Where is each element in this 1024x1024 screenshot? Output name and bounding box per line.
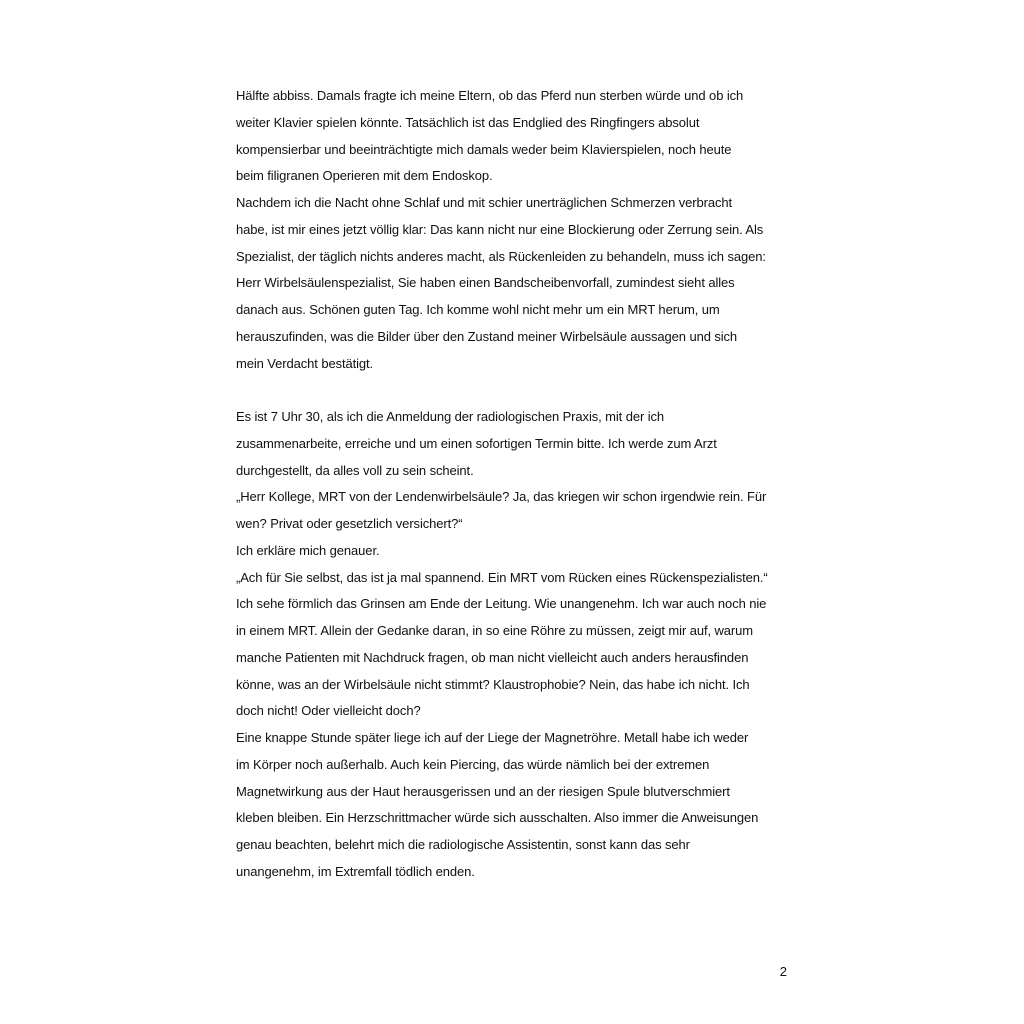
text-line: beim filigranen Operieren mit dem Endoskop. <box>236 168 493 184</box>
text-line: kleben bleiben. Ein Herzschrittmacher würde sich ausschalten. Also immer die Anweisungen <box>236 810 759 826</box>
text-line: unangenehm, im Extremfall tödlich enden. <box>236 863 475 879</box>
text-line: danach aus. Schönen guten Tag. Ich komme wohl nicht mehr um ein MRT herum, um <box>236 302 720 317</box>
text-line: „Herr Kollege, MRT von der Lendenwirbelsäule? Ja, das kriegen wir schon irgendwie rein. Für <box>236 489 767 505</box>
text-line: „Ach für Sie selbst, das ist ja mal spannend. Ein MRT vom Rücken eines Rückenspezialisten.“ <box>236 569 768 585</box>
text-line: zusammenarbeite, erreiche und um einen sofortigen Termin bitte. Ich werde zum Arzt <box>236 435 717 451</box>
text-line: manche Patienten mit Nachdruck fragen, ob man nicht vielleicht auch anders herausfinden <box>236 649 749 665</box>
text-line: Hälfte abbiss. Damals fragte ich meine Eltern, ob das Pferd nun sterben würde und ob ich <box>236 88 744 103</box>
text-line: durchgestellt, da alles voll zu sein scheint. <box>236 462 474 478</box>
body-text <box>236 83 796 886</box>
text-line: herauszufinden, was die Bilder über den Zustand meiner Wirbelsäule aussagen und sich <box>236 328 738 344</box>
text-line: Herr Wirbelsäulenspezialist, Sie haben einen Bandscheibenvorfall, zumindest sieht alles <box>236 275 735 291</box>
text-line: Es ist 7 Uhr 30, als ich die Anmeldung der radiologischen Praxis, mit der ich <box>236 409 665 424</box>
text-line: Magnetwirkung aus der Haut herausgerissen und an der riesigen Spule blutverschmiert <box>236 783 730 799</box>
page-number: 2 <box>779 964 787 979</box>
text-line: genau beachten, belehrt mich die radiologische Assistentin, sonst kann das sehr <box>236 837 690 852</box>
text-line: könne, was an der Wirbelsäule nicht stimmt? Klaustrophobie? Nein, das habe ich nicht. Ich <box>236 676 750 692</box>
text-line: kompensierbar und beeinträchtigte mich damals weder beim Klavierspielen, noch heute <box>236 141 732 157</box>
text-line: doch nicht! Oder vielleicht doch? <box>236 703 421 719</box>
text-line: im Körper noch außerhalb. Auch kein Piercing, das würde nämlich bei der extremen <box>236 756 710 772</box>
text-line: Eine knappe Stunde später liege ich auf der Liege der Magnetröhre. Metall habe ich weder <box>236 730 749 745</box>
text-line: wen? Privat oder gesetzlich versichert?“ <box>236 516 463 531</box>
text-line: Spezialist, der täglich nichts anderes macht, als Rückenleiden zu behandeln, muss ich sagen: <box>236 248 766 264</box>
text-line: weiter Klavier spielen könnte. Tatsächlich ist das Endglied des Ringfingers absolut <box>236 114 700 130</box>
paragraph-gap <box>236 377 796 404</box>
text-line: Ich erkläre mich genauer. <box>236 542 380 558</box>
text-line: in einem MRT. Allein der Gedanke daran, in so eine Röhre zu müssen, zeigt mir auf, warum <box>236 623 753 638</box>
text-line: habe, ist mir eines jetzt völlig klar: Das kann nicht nur eine Blockierung oder Zerrung sein. Als <box>236 221 764 237</box>
text-line: Ich sehe förmlich das Grinsen am Ende der Leitung. Wie unangenehm. Ich war auch noch nie <box>236 596 767 612</box>
text-line: Nachdem ich die Nacht ohne Schlaf und mit schier unerträglichen Schmerzen verbracht <box>236 195 733 210</box>
text-line: mein Verdacht bestätigt. <box>236 355 374 371</box>
